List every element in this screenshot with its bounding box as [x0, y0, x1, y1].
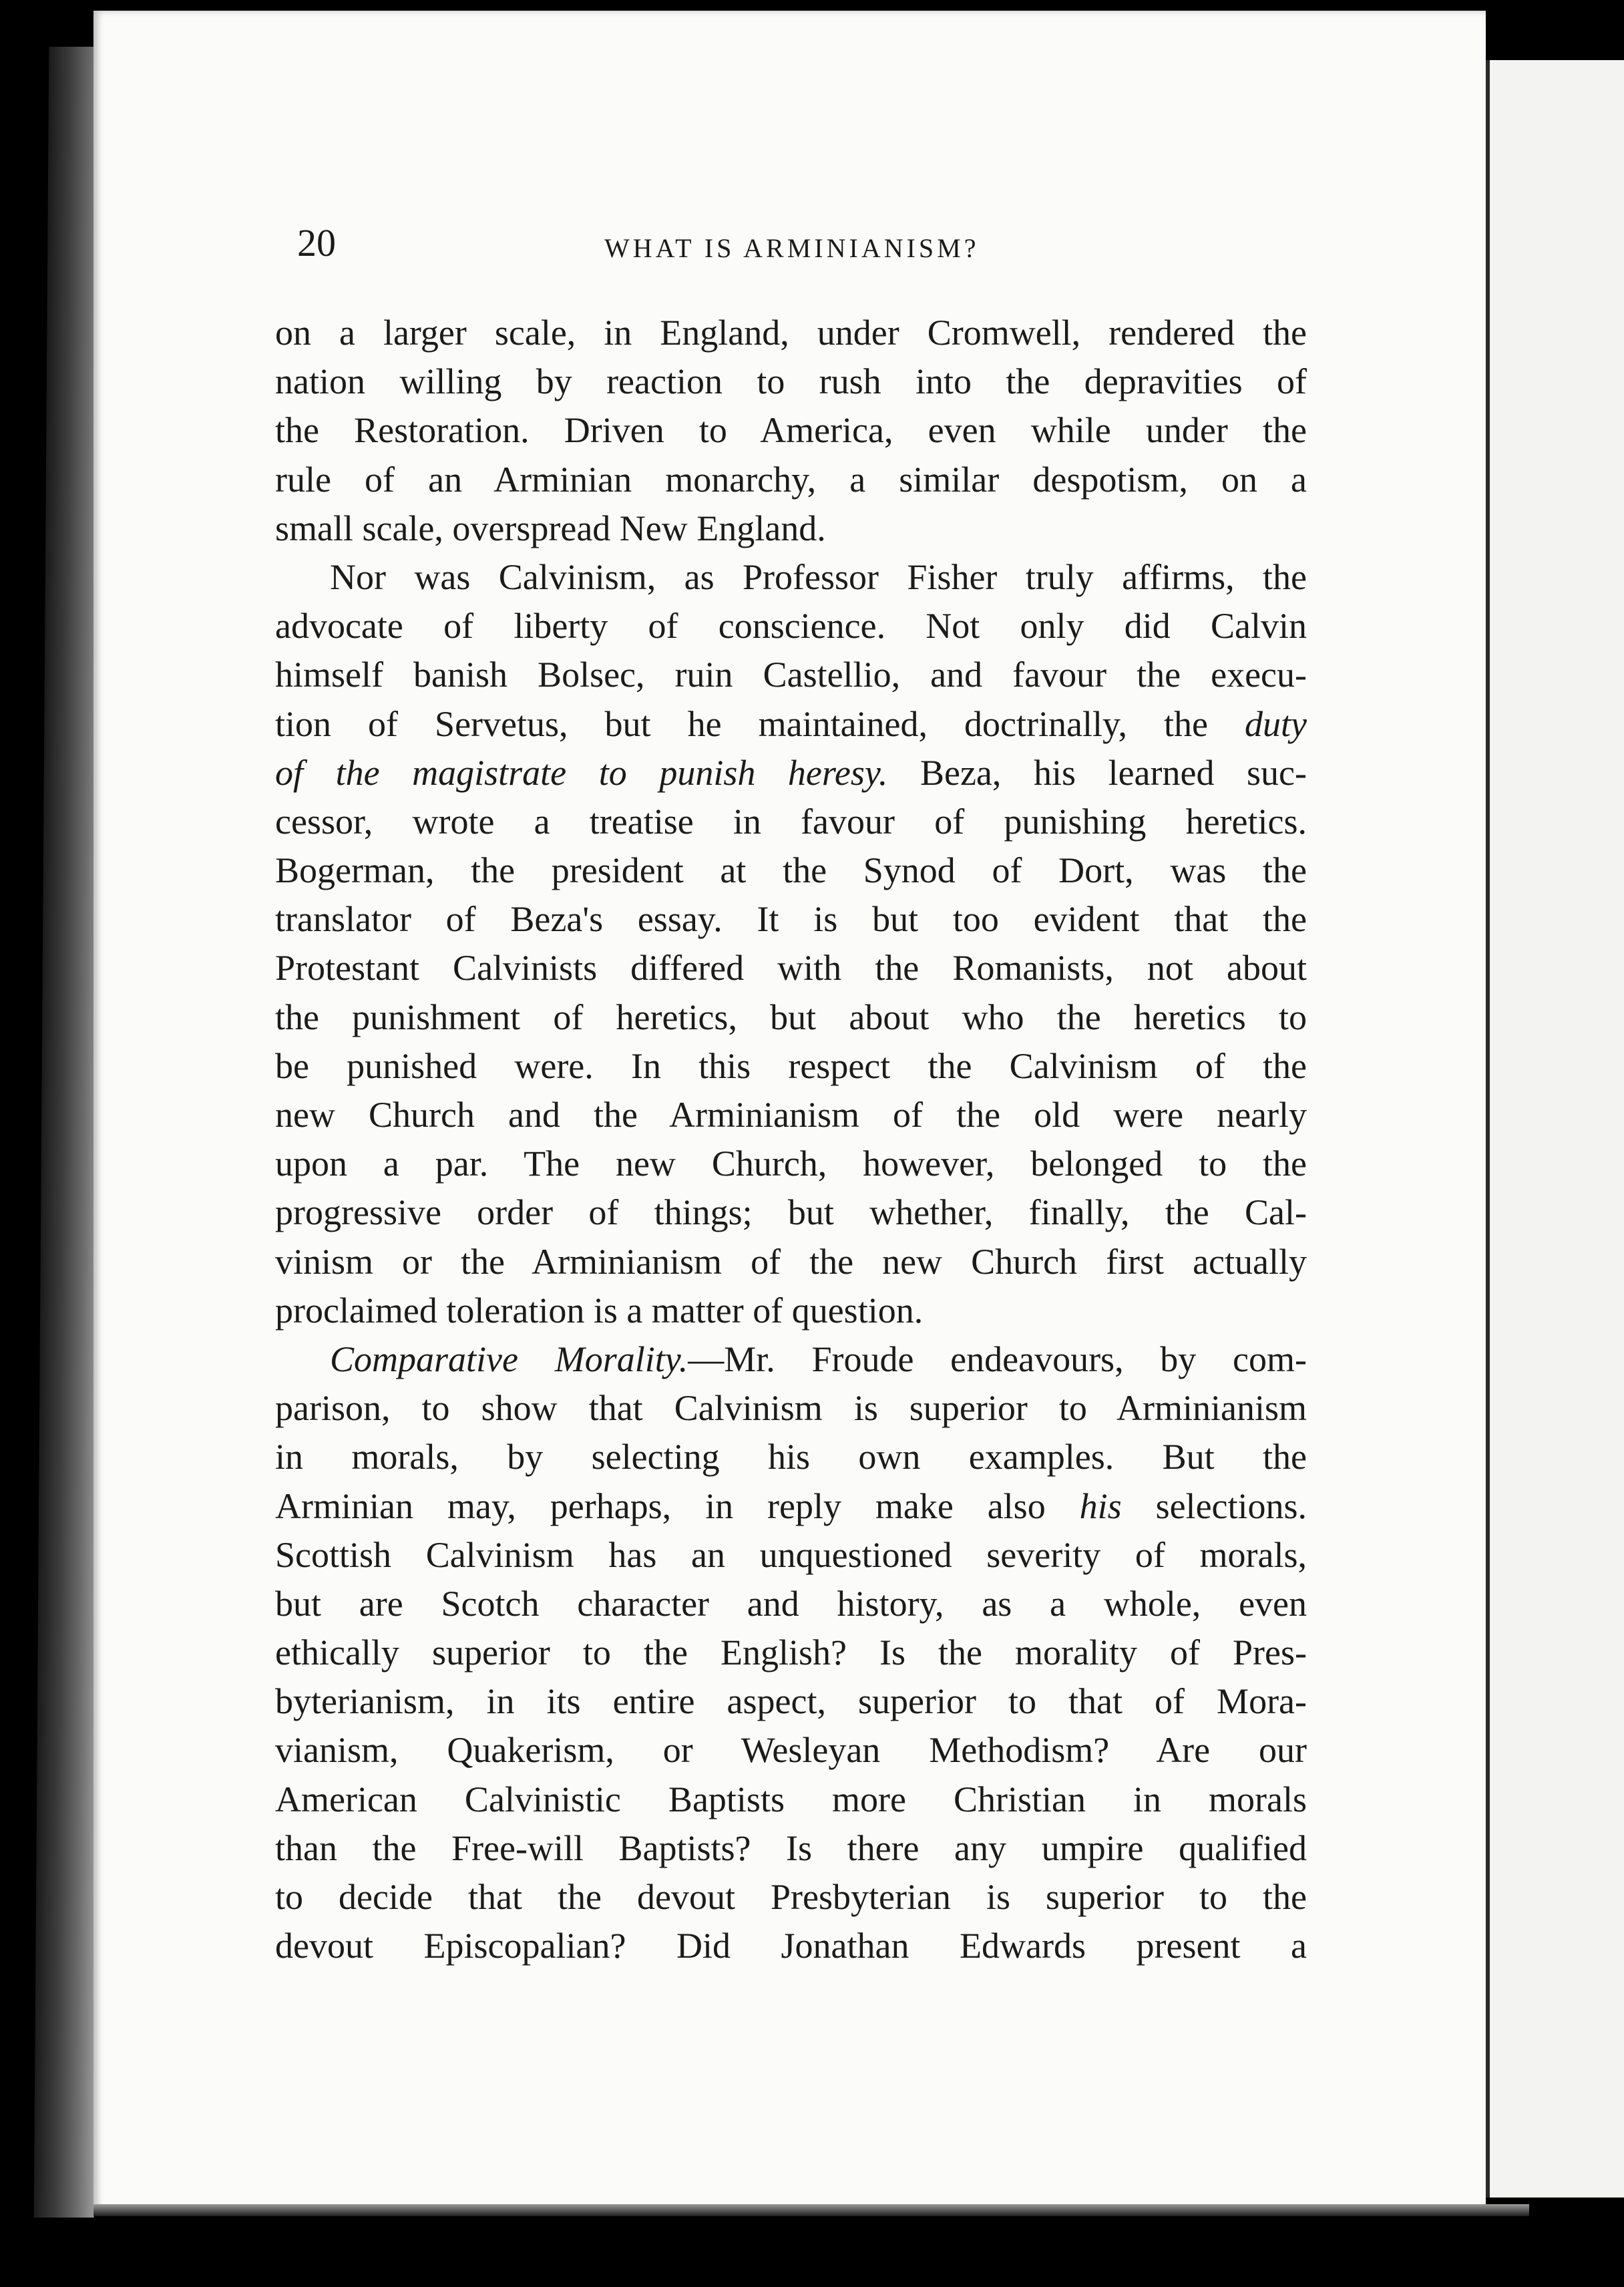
text-line: Bogerman, the president at the Synod of Dort, was the: [275, 850, 1307, 891]
text-line: Scottish Calvinism has an unquestioned severity of morals,: [275, 1534, 1307, 1575]
text-line: [275, 700, 1307, 749]
page-number: 20: [297, 221, 336, 265]
italic-segment: duty: [1245, 703, 1307, 744]
text-line: be punished were. In this respect the Calvinism of the: [275, 1045, 1307, 1086]
text-segment: tion of Servetus, but he maintained, doctrinally, the: [275, 703, 1208, 744]
text-line: himself banish Bolsec, ruin Castellio, and favour the execu-: [275, 655, 1307, 695]
text-line: vianism, Quakerism, or Wesleyan Methodism? Are our: [275, 1730, 1307, 1771]
text-line: Nor was Calvinism, as Professor Fisher truly affirms, the: [330, 556, 1307, 597]
text-line: American Calvinistic Baptists more Christian in morals: [275, 1779, 1307, 1819]
adjacent-page-edge: [1486, 60, 1624, 2197]
text-line: small scale, overspread New England.: [275, 508, 826, 548]
running-title: WHAT IS ARMINIANISM?: [604, 233, 980, 263]
italic-segment: his: [1079, 1485, 1122, 1526]
body-text: [275, 309, 1307, 1970]
text-line: Protestant Calvinists differed with the Romanists, not about: [275, 948, 1307, 989]
text-segment: selections.: [1155, 1485, 1307, 1526]
text-line: vinism or the Arminianism of the new Church first actually: [275, 1241, 1307, 1282]
text-line: the Restoration. Driven to America, even while under the: [275, 410, 1307, 451]
text-line: advocate of liberty of conscience. Not only did Calvin: [275, 606, 1307, 647]
text-segment: —Mr. Froude endeavours, by com-: [688, 1339, 1307, 1379]
text-line: [275, 749, 1307, 798]
text-line: [275, 1335, 1307, 1384]
page-bottom-shadow: [93, 2204, 1529, 2216]
text-line: but are Scotch character and history, as a whole, even: [275, 1583, 1307, 1624]
italic-segment: of the magistrate to punish heresy.: [275, 752, 888, 793]
section-heading: Comparative Morality.: [330, 1339, 688, 1379]
text-line: the punishment of heretics, but about who the heretics to: [275, 997, 1307, 1037]
text-line: on a larger scale, in England, under Cromwell, rendered the: [275, 313, 1307, 353]
text-line: new Church and the Arminianism of the old were nearly: [275, 1095, 1307, 1135]
text-line: cessor, wrote a treatise in favour of punishing heretics.: [275, 801, 1307, 842]
running-head: [297, 220, 1339, 281]
text-line: translator of Beza's essay. It is but too evident that the: [275, 899, 1307, 940]
text-line: progressive order of things; but whether, finally, the Cal-: [275, 1192, 1307, 1233]
text-line: in morals, by selecting his own examples. But the: [275, 1437, 1307, 1477]
text-line: proclaimed toleration is a matter of question.: [275, 1290, 924, 1331]
text-line: [275, 1482, 1307, 1531]
text-line: byterianism, in its entire aspect, superior to that of Mora-: [275, 1681, 1307, 1722]
text-segment: Arminian may, perhaps, in reply make also: [275, 1485, 1046, 1526]
text-line: parison, to show that Calvinism is superior to Arminianism: [275, 1388, 1307, 1429]
text-segment: Beza, his learned suc-: [920, 752, 1307, 793]
text-line: than the Free-will Baptists? Is there any umpire qualified: [275, 1827, 1307, 1868]
text-line: upon a par. The new Church, however, belonged to the: [275, 1144, 1307, 1184]
text-line: to decide that the devout Presbyterian is superior to the: [275, 1877, 1307, 1917]
text-line: nation willing by reaction to rush into the depravities of: [275, 361, 1307, 402]
text-line: rule of an Arminian monarchy, a similar despotism, on a: [275, 459, 1307, 500]
text-line: devout Episcopalian? Did Jonathan Edwards present a: [275, 1926, 1307, 1966]
text-line: ethically superior to the English? Is the morality of Pres-: [275, 1632, 1307, 1673]
